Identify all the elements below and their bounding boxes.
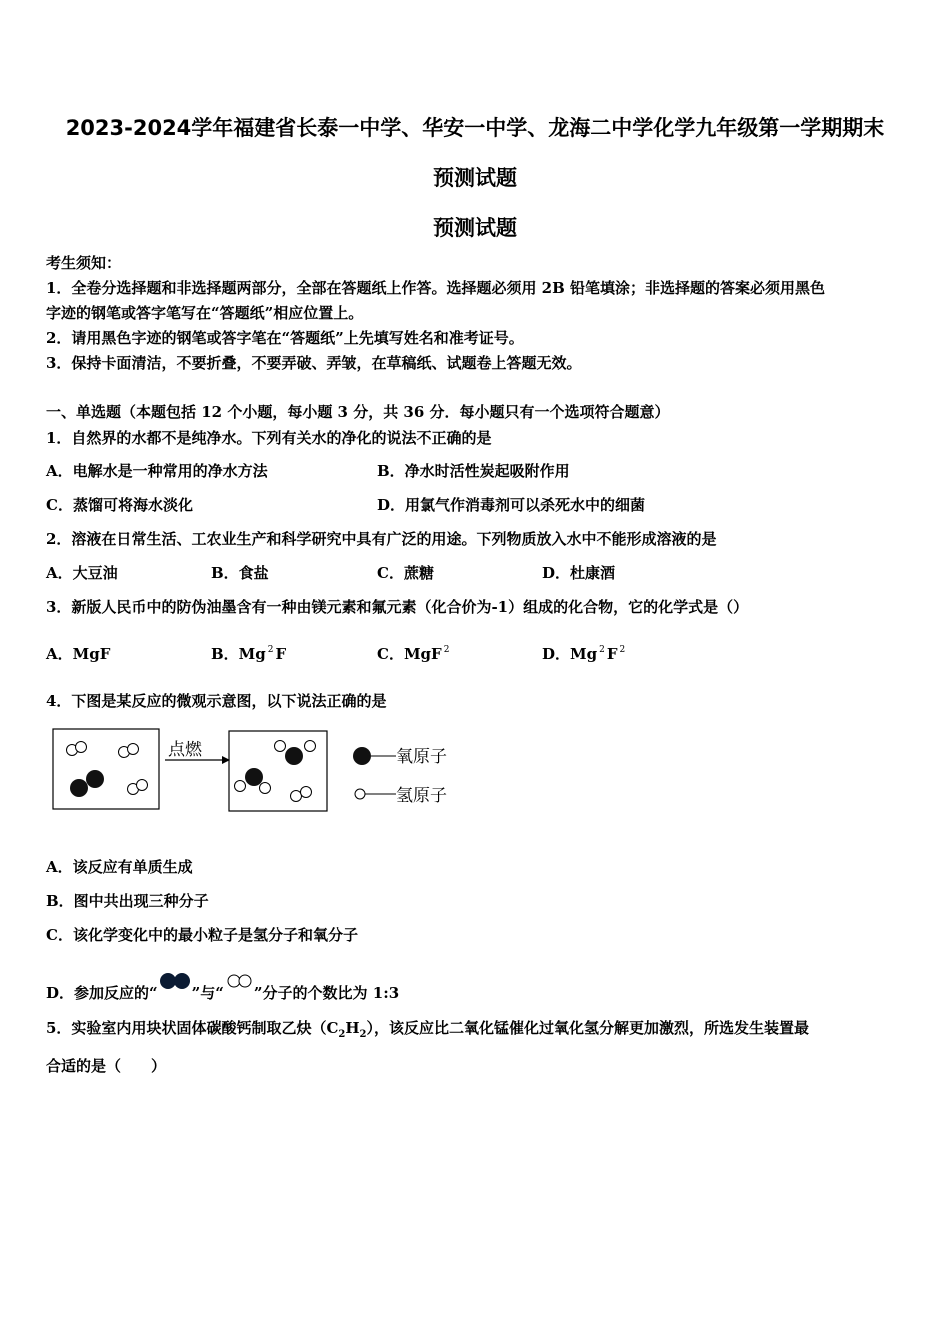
- q2-option-d: D．杜康酒: [542, 564, 616, 582]
- q2-stem: 2．溶液在日常生活、工农业生产和科学研究中具有广泛的用途。下列物质放入水中不能形成溶液的是: [46, 530, 717, 548]
- section-heading: 一、单选题（本题包括 12 个小题，每小题 3 分，共 36 分．每小题只有一个选项符合题意）: [46, 403, 670, 421]
- q3-option-a: A．MgF: [46, 645, 111, 663]
- q2-option-a: A．大豆油: [46, 564, 118, 582]
- reaction-diagram: [50, 726, 470, 816]
- hydrogen-molecule-icon: [224, 970, 254, 992]
- oxygen-molecule: [70, 770, 104, 797]
- arrow-label: 点燃: [168, 740, 202, 760]
- q3-option-b: B．Mg $^2$ F: [211, 645, 287, 663]
- q3-stem: 3．新版人民币中的防伪油墨含有一种由镁元素和氟元素（化合价为-1）组成的化合物，它的化学式是（）: [46, 598, 749, 616]
- instruction-3: 3．保持卡面清洁，不要折叠，不要弄破、弄皱，在草稿纸、试题卷上答题无效。: [46, 354, 582, 372]
- oxygen-molecule-icon: [158, 970, 192, 992]
- q1-stem: 1．自然界的水都不是纯净水。下列有关水的净化的说法不正确的是: [46, 429, 492, 447]
- q4-option-d: D．参加反应的“ ”与“ ”分子的个数比为 1:3: [46, 970, 399, 1003]
- hydrogen-molecule: [67, 742, 87, 756]
- q5-stem-line1: 5．实验室内用块状固体碳酸钙制取乙炔$(C_2H_2)$，该反应比二氧化锰催化过氧化氢分解更加激烈，所选发生装置最: [46, 1019, 810, 1040]
- legend-hydrogen: 氢原子: [396, 786, 447, 806]
- q4-option-c: C．该化学变化中的最小粒子是氢分子和氧分子: [46, 926, 358, 944]
- legend-oxygen: 氧原子: [396, 747, 447, 767]
- q3-option-c: C．MgF $^2$: [377, 645, 450, 663]
- q4-option-a: A．该反应有单质生成: [46, 858, 193, 876]
- hydrogen-molecule: [128, 780, 148, 795]
- hydrogen-atom-legend-icon: [355, 789, 365, 799]
- instructions-heading: 考生须知：: [46, 254, 122, 272]
- hydrogen-molecule: [291, 787, 312, 802]
- q1-option-a: A．电解水是一种常用的净水方法: [46, 462, 268, 480]
- water-molecule: [235, 768, 271, 794]
- q2-option-b: B．食盐: [211, 564, 269, 582]
- oxygen-atom-legend-icon: [353, 747, 371, 765]
- q2-option-c: C．蔗糖: [377, 564, 434, 582]
- instruction-1b: 字迹的钢笔或答字笔写在“答题纸”相应位置上。: [46, 304, 364, 322]
- hydrogen-molecule: [119, 744, 139, 758]
- reactants-box: [53, 729, 159, 809]
- water-molecule: [275, 741, 316, 766]
- q5-stem-line2: 合适的是（ ）: [46, 1057, 167, 1075]
- q4-option-b: B．图中共出现三种分子: [46, 892, 209, 910]
- q1-option-b: B．净水时活性炭起吸附作用: [377, 462, 570, 480]
- exam-subtitle: 预测试题: [433, 216, 517, 240]
- q3-option-d: D．Mg $^2$ F $^2$: [542, 645, 626, 663]
- q1-option-d: D．用氯气作消毒剂可以杀死水中的细菌: [377, 496, 646, 514]
- q4-stem: 4．下图是某反应的微观示意图，以下说法正确的是: [46, 692, 387, 710]
- instruction-2: 2．请用黑色字迹的钢笔或答字笔在“答题纸”上先填写姓名和准考证号。: [46, 329, 524, 347]
- exam-title-line2: 预测试题: [433, 166, 517, 190]
- q1-option-c: C．蒸馏可将海水淡化: [46, 496, 193, 514]
- exam-title-line1: 2023-2024学年福建省长泰一中学、华安一中学、龙海二中学化学九年级第一学期期末: [65, 116, 885, 140]
- instruction-1a: 1．全卷分选择题和非选择题两部分，全部在答题纸上作答。选择题必须用 2B 铅笔填涂；非选择题的答案必须用黑色: [46, 279, 826, 297]
